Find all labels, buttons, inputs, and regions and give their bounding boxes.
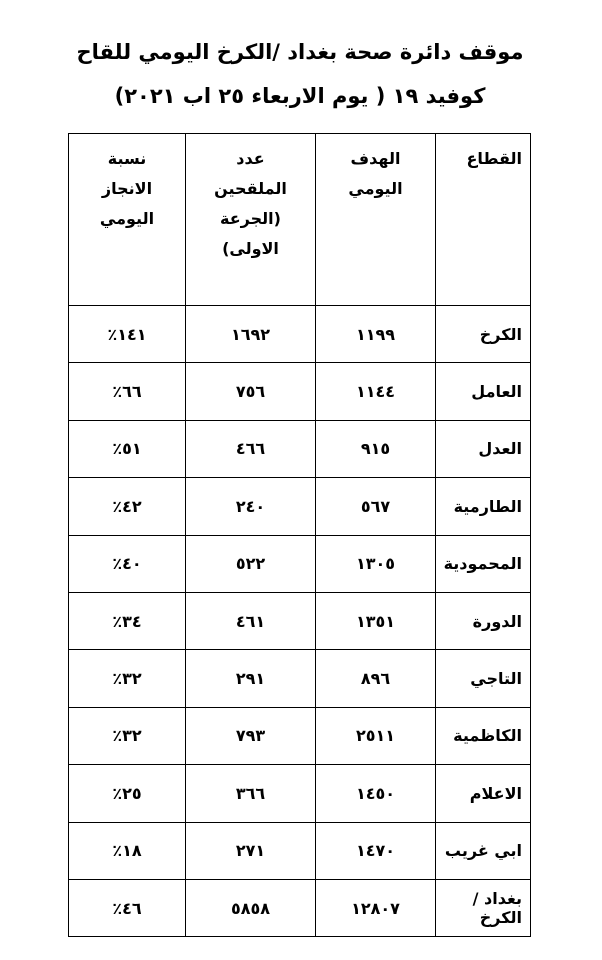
table-header-row (69, 134, 531, 306)
cell-target: ١٤٧٠ (316, 822, 436, 879)
table-row (69, 306, 531, 363)
header-sector: القطاع (436, 134, 531, 306)
table-row (69, 822, 531, 879)
cell-sector: الاعلام (436, 765, 531, 822)
cell-target: ٢٥١١ (316, 707, 436, 764)
cell-achievement: ٤٦٪ (69, 879, 186, 936)
cell-achievement: ١٨٪ (69, 822, 186, 879)
cell-achievement: ٢٥٪ (69, 765, 186, 822)
table-total-row (69, 879, 531, 936)
cell-target: ١١٩٩ (316, 306, 436, 363)
cell-vaccinated: ٥٨٥٨ (186, 879, 316, 936)
document-title (30, 30, 570, 118)
cell-vaccinated: ٢٧١ (186, 822, 316, 879)
cell-target: ١٣٥١ (316, 592, 436, 649)
cell-sector: العامل (436, 363, 531, 420)
cell-achievement: ٤٢٪ (69, 478, 186, 535)
cell-sector: الدورة (436, 592, 531, 649)
cell-sector: الكرخ (436, 306, 531, 363)
table-row (69, 592, 531, 649)
cell-achievement: ٣٤٪ (69, 592, 186, 649)
cell-sector: الكاظمية (436, 707, 531, 764)
header-daily-target: الهدف اليومي (316, 134, 436, 306)
cell-sector: المحمودية (436, 535, 531, 592)
cell-target: ١٤٥٠ (316, 765, 436, 822)
table-row (69, 650, 531, 707)
cell-vaccinated: ١٦٩٢ (186, 306, 316, 363)
table-row (69, 707, 531, 764)
cell-sector: ابي غريب (436, 822, 531, 879)
cell-sector: التاجي (436, 650, 531, 707)
cell-vaccinated: ٤٦١ (186, 592, 316, 649)
table-row (69, 478, 531, 535)
cell-target: ١٣٠٥ (316, 535, 436, 592)
table-row (69, 363, 531, 420)
cell-target: ٥٦٧ (316, 478, 436, 535)
title-line-2: كوفيد ١٩ ( يوم الاربعاء ٢٥ اب ٢٠٢١) (114, 84, 486, 108)
cell-sector: بغداد /الكرخ (436, 879, 531, 936)
cell-target: ١٢٨٠٧ (316, 879, 436, 936)
vaccination-table (68, 133, 531, 937)
cell-vaccinated: ٥٢٢ (186, 535, 316, 592)
cell-vaccinated: ٣٦٦ (186, 765, 316, 822)
cell-achievement: ٥١٪ (69, 420, 186, 477)
cell-target: ١١٤٤ (316, 363, 436, 420)
cell-vaccinated: ٢٤٠ (186, 478, 316, 535)
title-line-1: موقف دائرة صحة بغداد /الكرخ اليومي للقاح (76, 40, 524, 64)
header-vaccinated-count: عدد الملقحين (الجرعة الاولى) (186, 134, 316, 306)
cell-achievement: ٣٢٪ (69, 707, 186, 764)
cell-achievement: ٣٢٪ (69, 650, 186, 707)
table-row (69, 535, 531, 592)
cell-vaccinated: ٧٥٦ (186, 363, 316, 420)
cell-achievement: ٦٦٪ (69, 363, 186, 420)
cell-target: ٨٩٦ (316, 650, 436, 707)
cell-sector: الطارمية (436, 478, 531, 535)
cell-target: ٩١٥ (316, 420, 436, 477)
header-achievement-ratio: نسبة الانجاز اليومي (69, 134, 186, 306)
cell-achievement: ٤٠٪ (69, 535, 186, 592)
cell-vaccinated: ٧٩٣ (186, 707, 316, 764)
cell-vaccinated: ٤٦٦ (186, 420, 316, 477)
table-row (69, 420, 531, 477)
cell-sector: العدل (436, 420, 531, 477)
table-row (69, 765, 531, 822)
cell-vaccinated: ٢٩١ (186, 650, 316, 707)
cell-achievement: ١٤١٪ (69, 306, 186, 363)
